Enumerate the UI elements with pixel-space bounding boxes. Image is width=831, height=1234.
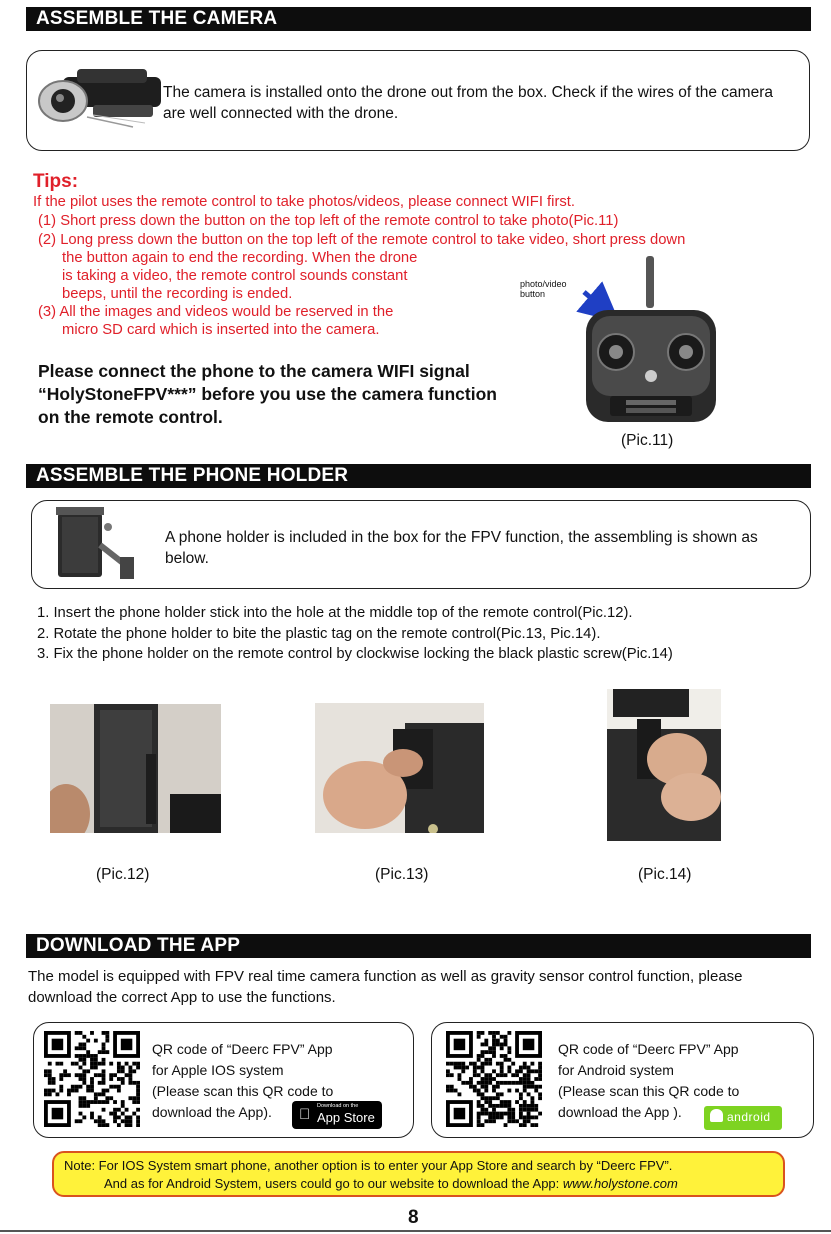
- section-title-download-app: DOWNLOAD THE APP: [26, 934, 811, 958]
- android-qr-code: [446, 1031, 542, 1127]
- wifi-connect-note: Please connect the phone to the camera WIFI signal “HolyStoneFPV***” before you use the camera function on the remote control.: [38, 361, 497, 427]
- section-title-phone-holder: ASSEMBLE THE PHONE HOLDER: [26, 464, 811, 488]
- ios-qr-text: QR code of “Deerc FPV” App for Apple IOS system (Please scan this QR code to download the App).: [152, 1041, 334, 1120]
- android-robot-icon: [710, 1109, 723, 1122]
- android-qr-box: [431, 1022, 814, 1138]
- tips-line: If the pilot uses the remote control to take photos/videos, please connect WIFI first.: [33, 194, 576, 210]
- step-item: 3. Fix the phone holder on the remote control by clockwise locking the black plastic screw(Pic.14): [37, 646, 673, 662]
- camera-info-box: [26, 50, 810, 151]
- android-badge[interactable]: android: [704, 1106, 782, 1130]
- tips-line: (2) Long press down the button on the top left of the remote control to take video, short press down: [38, 232, 686, 248]
- phone-holder-steps: [37, 603, 673, 665]
- footer-rule: [0, 1230, 831, 1232]
- section-title-camera: ASSEMBLE THE CAMERA: [26, 7, 811, 31]
- step-item: 1. Insert the phone holder stick into the hole at the middle top of the remote control(Pic.12).: [37, 605, 633, 621]
- pic-13-caption: (Pic.13): [375, 866, 429, 883]
- camera-image: [33, 65, 165, 133]
- note-line-1: Note: For IOS System smart phone, another option is to enter your App Store and search by “Deerc FPV”.: [64, 1158, 673, 1173]
- photo-video-button-callout: photo/video button: [520, 279, 567, 299]
- tips-line: beeps, until the recording is ended.: [62, 286, 293, 302]
- page-number: 8: [408, 1207, 419, 1228]
- note-box: [52, 1151, 785, 1197]
- pic-11-caption: (Pic.11): [621, 432, 674, 449]
- phone-holder-info-box: [31, 500, 811, 589]
- pic-14-caption: (Pic.14): [638, 866, 692, 883]
- remote-control-image: [560, 250, 720, 430]
- tips-line: micro SD card which is inserted into the camera.: [62, 322, 380, 338]
- apple-icon: [299, 1106, 310, 1123]
- tips-heading: Tips:: [33, 171, 79, 192]
- ios-qr-box: [33, 1022, 414, 1138]
- ios-qr-code: [44, 1031, 140, 1127]
- phone-holder-description: A phone holder is included in the box for the FPV function, the assembling is shown as below.: [165, 529, 758, 567]
- note-line-2: And as for Android System, users could go to our website to download the App: www.holystone.com: [104, 1176, 678, 1191]
- pic-13-image: [315, 703, 484, 833]
- pic-12-caption: (Pic.12): [96, 866, 150, 883]
- camera-description: The camera is installed onto the drone out from the box. Check if the wires of the camera are well connected with the drone.: [163, 84, 773, 122]
- website-link[interactable]: www.holystone.com: [562, 1176, 678, 1191]
- tips-line: the button again to end the recording. When the drone: [62, 250, 418, 266]
- tips-line: (3) All the images and videos would be reserved in the: [38, 304, 394, 320]
- app-intro: The model is equipped with FPV real time camera function as well as gravity sensor control function, please download the correct App to use the functions.: [28, 968, 743, 1006]
- android-qr-text: QR code of “Deerc FPV” App for Android system (Please scan this QR code to download the App ).: [558, 1041, 740, 1120]
- app-store-badge[interactable]: Download on the App Store: [292, 1101, 382, 1129]
- tips-line: is taking a video, the remote control sounds constant: [62, 268, 408, 284]
- phone-holder-image: [50, 505, 142, 585]
- pic-12-image: [50, 704, 221, 833]
- tips-line: (1) Short press down the button on the top left of the remote control to take photo(Pic.11): [38, 213, 619, 229]
- step-item: 2. Rotate the phone holder to bite the plastic tag on the remote control(Pic.13, Pic.14).: [37, 625, 601, 642]
- pic-14-image: [607, 689, 721, 841]
